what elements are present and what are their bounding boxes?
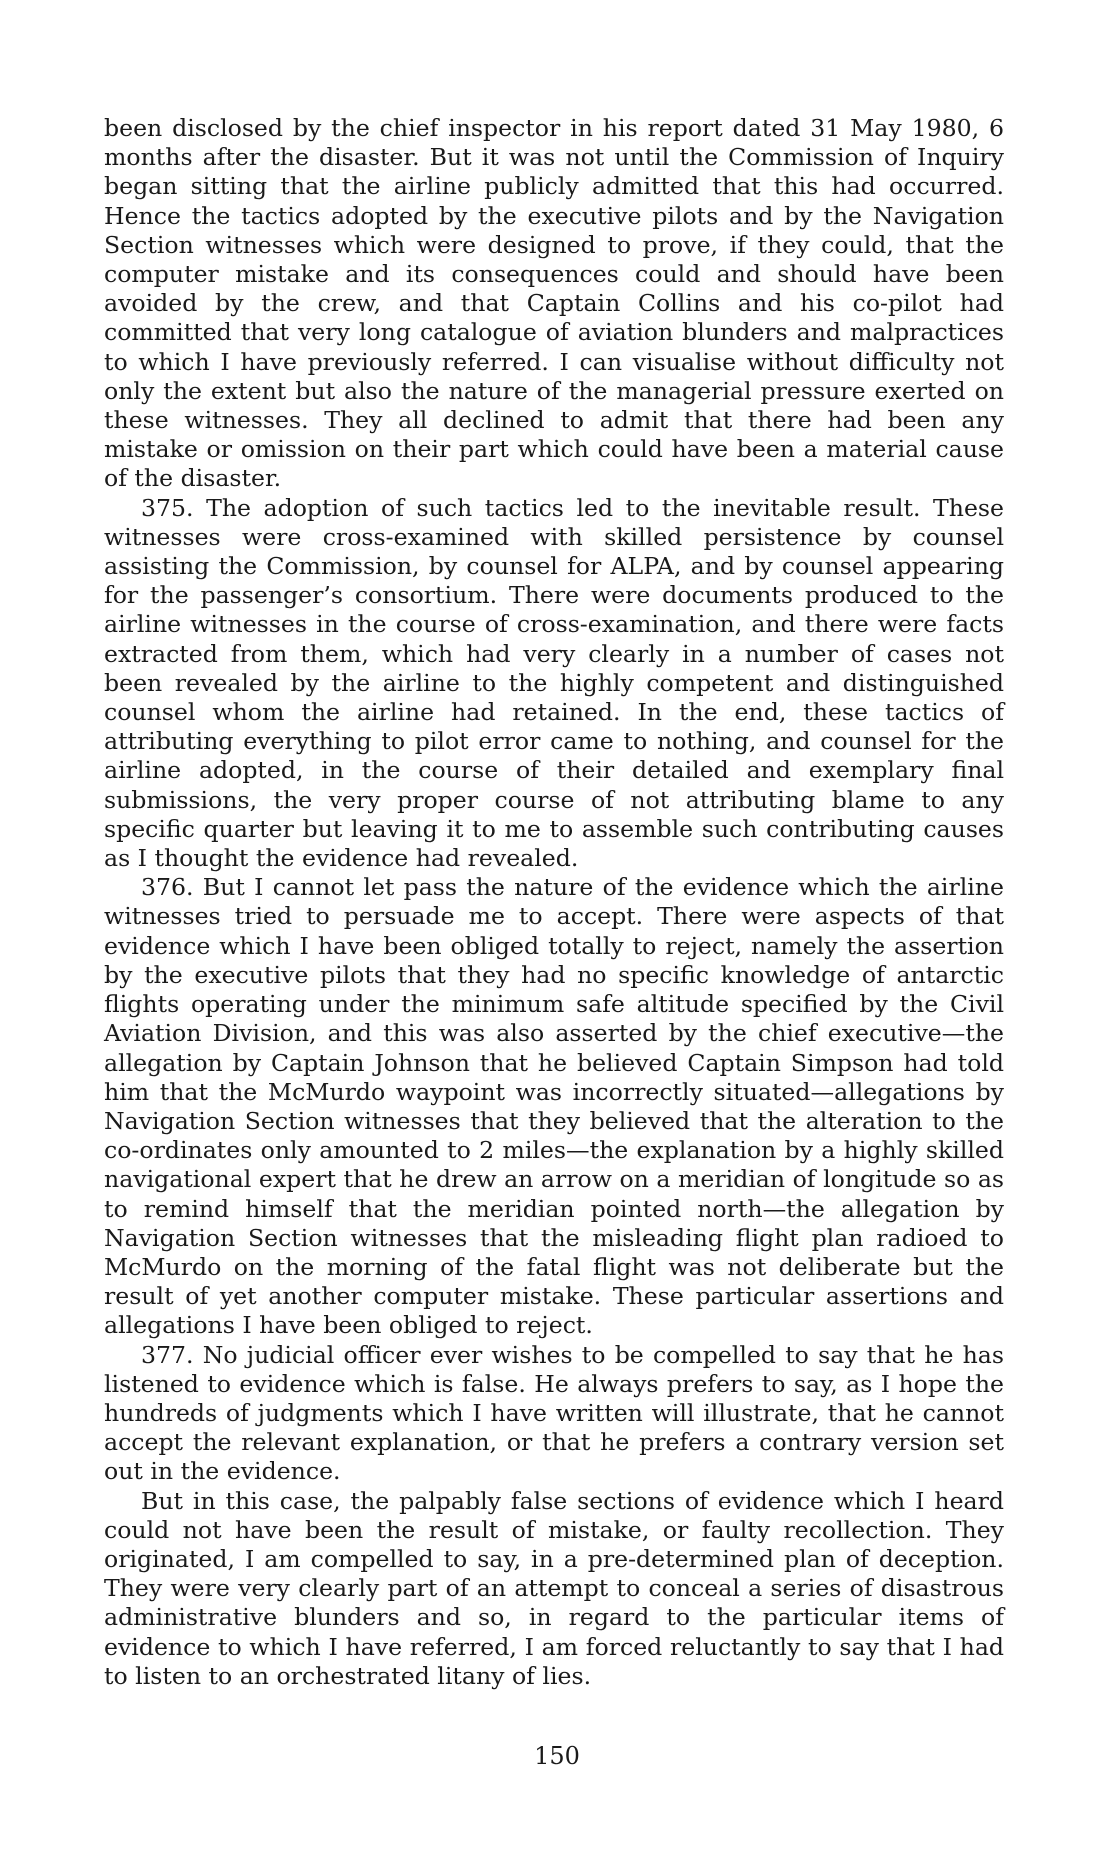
paragraph-376: 376. But I cannot let pass the nature of the evidence which the airline witnesses tried to persuade me to accept. There were aspects of that evidence which I have been obliged totally to reject, namely the assertion by the executive pilots that they had no specific knowledge of antarctic flights operating under the minimum safe altitude specified by the Civil Aviation Division, and this was also asserted by the chief executive—the allegation by Captain Johnson that he believed Captain Simpson had told him that the McMurdo waypoint was incorrectly situated—allegations by Navigation Section witnesses that they believed that the alteration to the co-ordinates only amounted to 2 miles—the explanation by a highly skilled navigational expert that he drew an arrow on a meridian of longitude so as to remind himself that the meridian pointed north—the allegation by Navigation Section witnesses that the misleading flight plan radioed to McMurdo on the morning of the fatal flight was not deliberate but the result of yet another computer mistake. These particular assertions and allegations I have been obliged to reject. [104, 873, 1004, 1340]
paragraph-377-continued: But in this case, the palpably false sections of evidence which I heard could not have been the result of mistake, or faulty recollection. They originated, I am compelled to say, in a pre-determined plan of deception. They were very clearly part of an attempt to conceal a series of disastrous administrative blunders and so, in regard to the particular items of evidence to which I have referred, I am forced reluctantly to say that I had to listen to an orchestrated litany of lies. [104, 1486, 1004, 1690]
page-number: 150 [534, 1742, 580, 1770]
page-body [104, 114, 1004, 1691]
paragraph-continuation: been disclosed by the chief inspector in his report dated 31 May 1980, 6 months after the disaster. But it was not until the Commission of Inquiry began sitting that the airline publicly admitted that this had occurred. Hence the tactics adopted by the executive pilots and by the Navigation Section witnesses which were designed to prove, if they could, that the computer mistake and its consequences could and should have been avoided by the crew, and that Captain Collins and his co-pilot had committed that very long catalogue of aviation blunders and malpractices to which I have previously referred. I can visualise without difficulty not only the extent but also the nature of the managerial pressure exerted on these witnesses. They all declined to admit that there had been any mistake or omission on their part which could have been a material cause of the disaster. [104, 114, 1004, 493]
paragraph-377: 377. No judicial officer ever wishes to be compelled to say that he has listened to evidence which is false. He always prefers to say, as I hope the hundreds of judgments which I have written will illustrate, that he cannot accept the relevant explanation, or that he prefers a contrary version set out in the evidence. [104, 1340, 1004, 1486]
paragraph-375: 375. The adoption of such tactics led to the inevitable result. These witnesses were cross-examined with skilled persistence by counsel assisting the Commission, by counsel for ALPA, and by counsel appearing for the passenger’s consortium. There were documents produced to the airline witnesses in the course of cross-examination, and there were facts extracted from them, which had very clearly in a number of cases not been revealed by the airline to the highly competent and distinguished counsel whom the airline had retained. In the end, these tactics of attributing everything to pilot error came to nothing, and counsel for the airline adopted, in the course of their detailed and exemplary final submissions, the very proper course of not attributing blame to any specific quarter but leaving it to me to assemble such contributing causes as I thought the evidence had revealed. [104, 493, 1004, 873]
